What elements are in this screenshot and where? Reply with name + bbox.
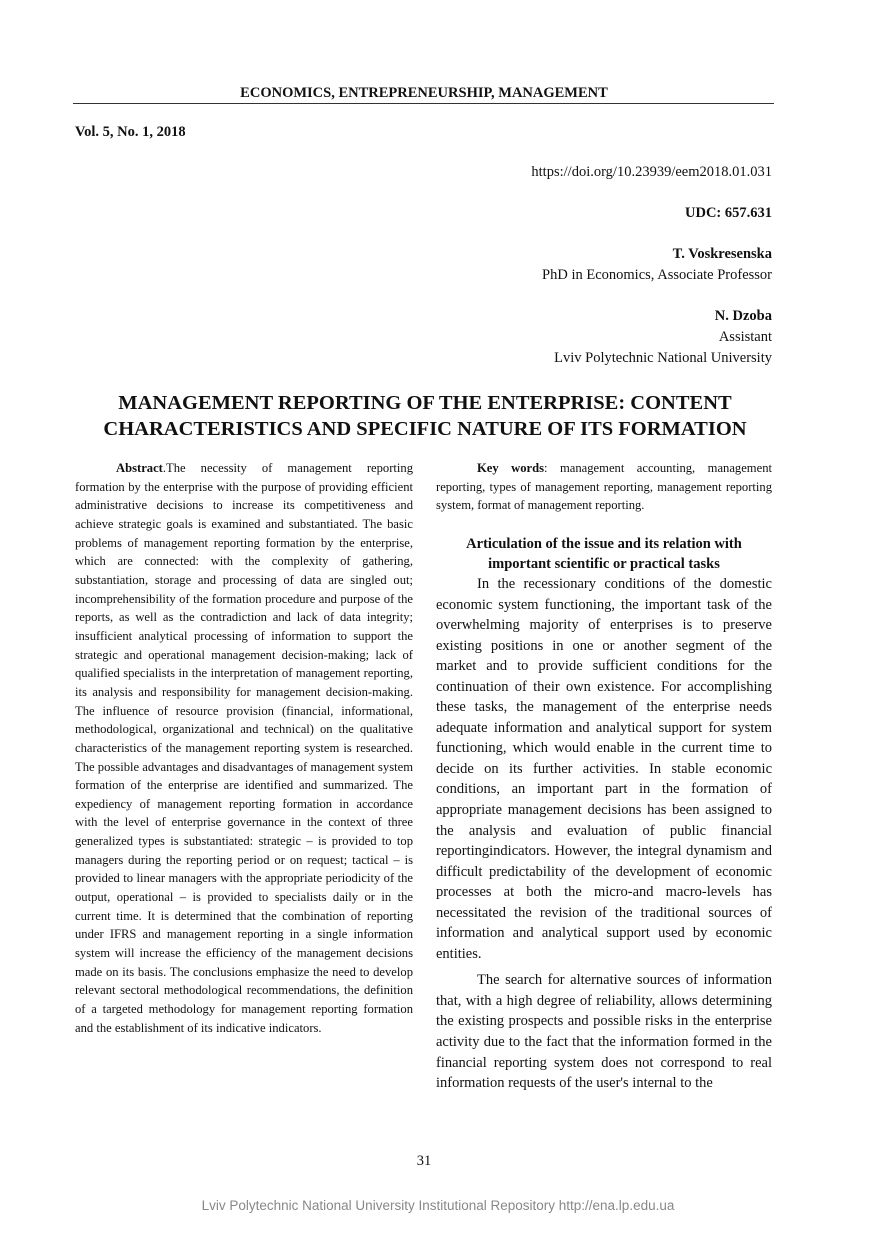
abstract <box>75 459 413 1037</box>
title-line: MANAGEMENT REPORTING OF THE ENTERPRISE: CONTENT <box>118 392 732 414</box>
header-divider <box>73 103 774 104</box>
right-column <box>436 459 772 1094</box>
page-number: 31 <box>416 1153 432 1169</box>
body-paragraph: In the recessionary conditions of the domestic economic system functioning, the important task of the overwhelming majority of enterprises is to preserve existing positions in one or another segment of the market and to provide sufficient conditions for the continuation of their own existence. For accomplishing these tasks, the management of the enterprise needs adequate information and analytical support for system functioning, which would enable in the current time to decide on its further activities. In stable economic conditions, an important part in the formation of appropriate management decisions has been assigned to the analysis and evaluation of public financial reportingindicators. However, the integral dynamism and difficult predictability of the development of economic processes at both the micro-and macro-levels has necessitated the revision of the traditional sources of information and analytical support used by economic entities. <box>436 575 772 962</box>
doi-link[interactable]: https://doi.org/10.23939/eem2018.01.031 <box>531 164 772 180</box>
abstract-label: Abstract <box>116 461 163 475</box>
body-paragraph: The search for alternative sources of information that, with a high degree of reliability, allows determining the existing prospects and possible risks in the enterprise activity due to the fact that the information formed in the financial reporting system does not correspond to real information requests of the user's internal to the <box>436 972 772 1092</box>
author-affiliation: Lviv Polytechnic National University <box>554 350 772 366</box>
title-line: CHARACTERISTICS AND SPECIFIC NATURE OF ITS FORMATION <box>103 418 747 440</box>
section-heading: Articulation of the issue and its relation with important scientific or practical tasks <box>466 535 742 572</box>
udc-code: UDC: 657.631 <box>685 205 772 221</box>
author-name: T. Voskresenska <box>672 246 772 262</box>
journal-header: ECONOMICS, ENTREPRENEURSHIP, MANAGEMENT <box>240 85 608 101</box>
author-name: N. Dzoba <box>714 308 772 324</box>
keywords-text: : management accounting, management reporting, types of management reporting, management reporting system, format of management reporting. <box>436 461 772 513</box>
repository-footer: Lviv Polytechnic National University Institutional Repository http://ena.lp.edu.ua <box>201 1198 675 1213</box>
volume-info: Vol. 5, No. 1, 2018 <box>75 124 186 140</box>
keywords-label: Key words <box>477 461 545 475</box>
keywords <box>436 459 772 515</box>
author-role: PhD in Economics, Associate Professor <box>542 267 772 283</box>
author-role: Assistant <box>718 329 772 345</box>
abstract-text: .The necessity of management reporting formation by the enterprise with the purpose of providing efficient administrative decisions to increase its competitiveness and achieve strategic goals is examined and substantiated. The basic problems of management reporting formation by the enterprise, which are connected: with the complexity of gathering, substantiation, storage and processing of data are singled out; incomprehensibility of the formation procedure and purpose of the reports, as well as the contradiction and lack of data integrity; insufficient analytical processing of information to support the strategic and operational management decision-making; lack of qualified specialists in the interpretation of management reporting, its analysis and responsibility for management decision-making. The influence of resource provision (financial, informational, methodological, organizational and technical) on the qualitative characteristics of the management reporting system is researched. The possible advantages and disadvantages of management system formation of the enterprise are identified and summarized. The expediency of management reporting formation in accordance with the level of enterprise governance in the context of three generalized types is substantiated: strategic – is provided to top managers during the reporting period or on request; tactical – is provided to linear managers with the appropriate periodicity of the output, operational – is provided to specialists daily or in the current time. It is determined that the combination of reporting under IFRS and management reporting in a single information system will increase the efficiency of the management decisions made on its basis. The conclusions emphasize the need to develop relevant sectoral methodological recommendations, the definition of a targeted methodology for management reporting formation and the establishment of its indicative indicators. <box>75 461 413 1035</box>
paper-title <box>60 390 790 442</box>
